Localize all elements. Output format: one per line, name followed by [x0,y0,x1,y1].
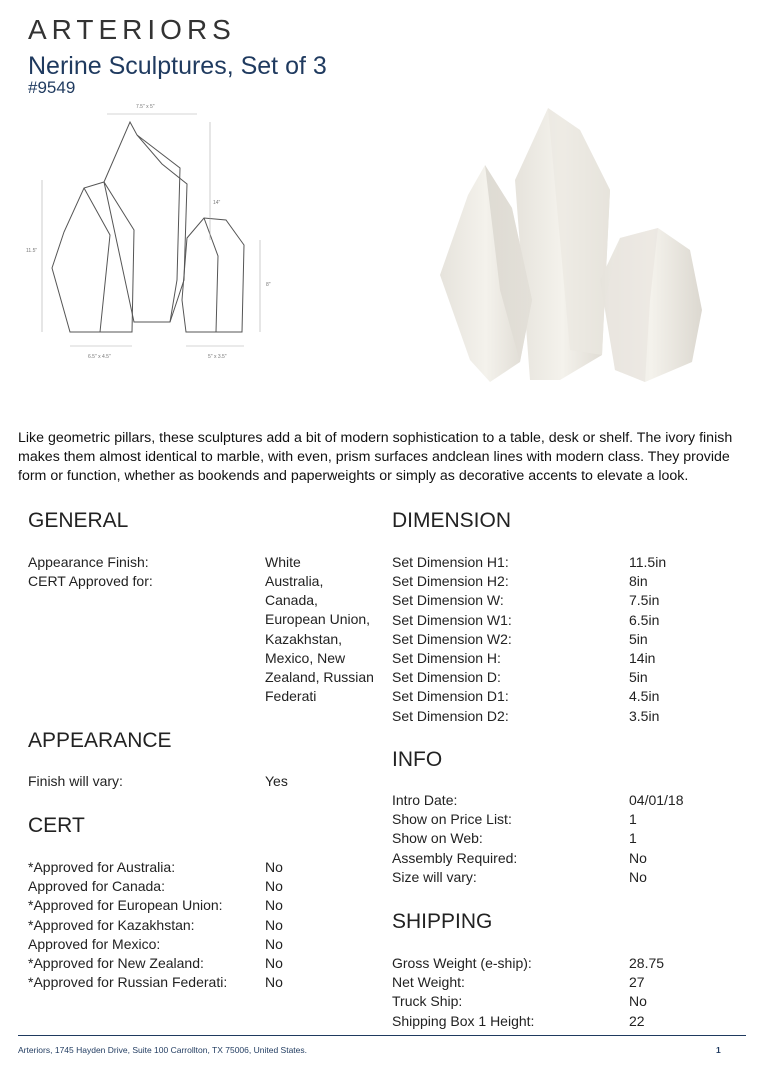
info-row-value: 1 [629,811,637,828]
cert-approved-line: Federati [265,688,317,705]
dimension-row-label: Set Dimension W2: [392,630,512,647]
cert-approved-label: CERT Approved for: [28,573,153,590]
appearance-finish-label: Appearance Finish: [28,554,149,570]
technical-drawing [22,100,290,365]
shipping-row-label: Gross Weight (e-ship): [392,955,532,971]
dimension-row-label: Set Dimension H: [392,650,501,666]
footer-divider [18,1035,746,1036]
page-number: 1 [716,1045,721,1055]
cert-row-value: No [265,955,283,971]
footer-address: Arteriors, 1745 Hayden Drive, Suite 100 Carrollton, TX 75006, United States. [18,1045,307,1055]
cert-approved-line: Zealand, Russian [265,669,374,686]
shipping-row-value: No [629,993,647,1010]
product-sku: #9549 [28,78,76,97]
dimension-row-label: Set Dimension D: [392,669,501,686]
dimension-row-value: 14in [629,650,656,666]
dim-label-14: 14" [213,200,221,206]
shipping-row-label: Truck Ship: [392,993,463,1010]
finish-vary-label: Finish will vary: [28,773,123,789]
dimension-row-label: Set Dimension D2: [392,707,509,724]
info-row-value: No [629,868,647,885]
cert-row-value: No [265,916,283,933]
info-row-value: 1 [629,830,637,847]
cert-row-value: No [265,935,283,952]
dimension-row-value: 6.5in [629,611,660,628]
cert-approved-line: Kazakhstan, [265,630,343,647]
dimension-row-label: Set Dimension H1: [392,554,509,570]
shipping-row-value: 27 [629,974,645,991]
dimension-row-label: Set Dimension W1: [392,611,512,628]
appearance-finish-value: White [265,554,301,570]
dimension-row-label: Set Dimension W: [392,592,504,609]
dimension-row-label: Set Dimension D1: [392,688,509,705]
cert-row-value: No [265,974,283,991]
dim-label-bottom-right: 5" x 3.5" [208,354,227,360]
finish-vary-value: Yes [265,773,288,789]
shipping-row-label: Shipping Box 1 Height: [392,1012,535,1029]
general-heading: GENERAL [28,509,129,532]
cert-approved-line: Australia, [265,573,324,589]
cert-heading: CERT [28,814,85,837]
dim-label-115: 11.5" [26,248,38,254]
cert-approved-list [265,572,380,706]
appearance-heading: APPEARANCE [28,729,172,752]
shipping-row-value: 22 [629,1012,645,1029]
cert-row-label: Approved for Mexico: [28,935,161,952]
cert-row-label: *Approved for New Zealand: [28,955,204,971]
dimension-row-value: 4.5in [629,688,660,705]
dim-label-top: 7.5" x 5" [136,104,155,110]
dimension-heading: DIMENSION [392,509,512,532]
cert-row-value: No [265,897,283,914]
dimension-row-value: 3.5in [629,707,660,724]
cert-row-value: No [265,878,283,895]
cert-row-value: No [265,859,283,875]
dimension-row-value: 11.5in [629,554,667,570]
info-heading: INFO [392,748,443,771]
cert-row-label: *Approved for Australia: [28,859,176,875]
cert-row-label: *Approved for Russian Federati: [28,974,228,991]
brand-logo: ARTERIORS [28,14,236,45]
dim-label-8: 8" [266,282,271,288]
dimension-row-value: 5in [629,669,648,686]
info-row-label: Show on Web: [392,830,483,847]
info-row-label: Show on Price List: [392,811,512,828]
cert-approved-line: Canada, [265,592,318,609]
info-row-label: Intro Date: [392,792,458,808]
dim-label-bottom-left: 6.5" x 4.5" [88,354,111,360]
info-row-value: 04/01/18 [629,792,684,808]
dimension-row-value: 5in [629,630,648,647]
cert-row-label: Approved for Canada: [28,878,165,895]
cert-approved-line: Mexico, New [265,649,346,666]
shipping-heading: SHIPPING [392,910,493,933]
cert-row-label: *Approved for Kazakhstan: [28,916,195,933]
cert-row-label: *Approved for European Union: [28,897,223,914]
product-photo [420,100,720,395]
product-description: Like geometric pillars, these sculptures add a bit of modern sophistication to a table, desk or shelf. The ivory finish makes them almost identical to marble, with even, prism surfaces andclean lines with modern class. They provide form or function, whether as bookends and paperweights or simply as decorative accents to elevate a look. [18,430,733,484]
info-row-label: Assembly Required: [392,849,518,866]
dimension-row-value: 7.5in [629,592,660,609]
shipping-row-value: 28.75 [629,955,665,971]
cert-approved-line: European Union, [265,611,371,628]
product-title: Nerine Sculptures, Set of 3 [28,52,327,80]
info-row-value: No [629,849,647,866]
info-row-label: Size will vary: [392,868,477,885]
shipping-row-label: Net Weight: [392,974,465,991]
dimension-row-label: Set Dimension H2: [392,573,509,590]
dimension-row-value: 8in [629,573,648,590]
